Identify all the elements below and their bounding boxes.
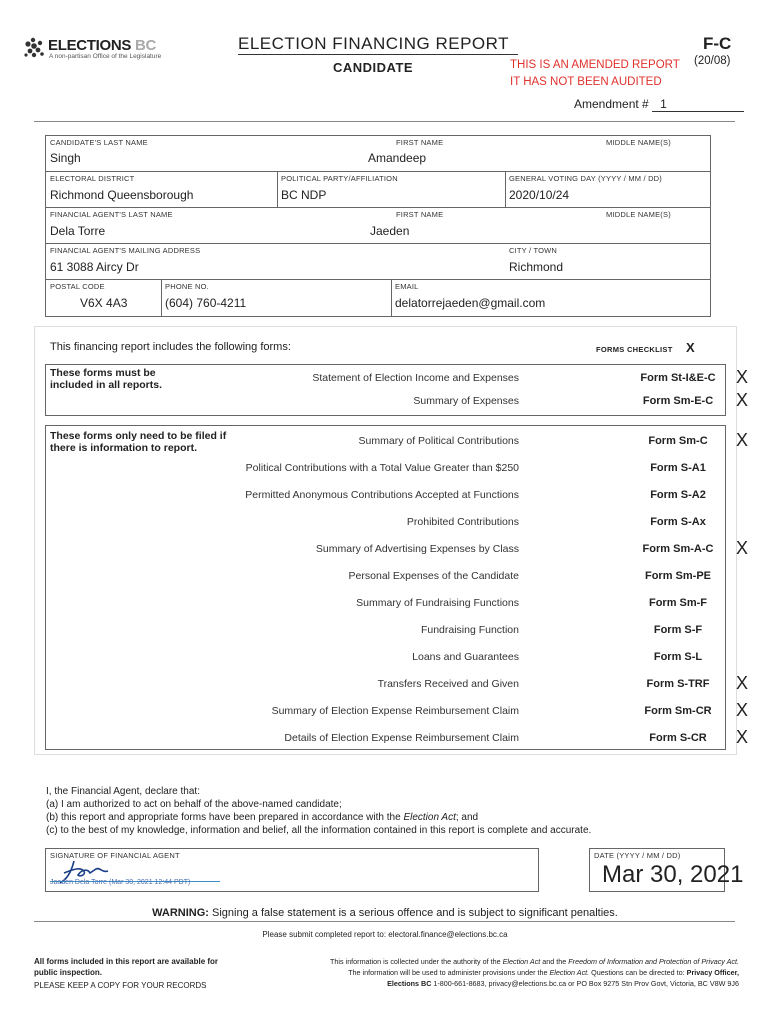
amendment-label: Amendment #	[574, 97, 649, 111]
postal-cell	[46, 280, 162, 316]
optional-group-label: These forms only need to be filed if there is information to report.	[50, 430, 227, 454]
district-label: ELECTORAL DISTRICT	[50, 174, 135, 183]
agent-first-name[interactable]: Jaeden	[370, 224, 410, 238]
form-description: Loans and Guarantees	[412, 651, 519, 663]
signature-signed-by: Jaeden Dela Torre (Mar 30, 2021 12:44 PDT)	[50, 879, 191, 886]
logo-name: ELECTIONS BC	[48, 37, 157, 54]
postal-label: POSTAL CODE	[50, 282, 105, 291]
voting-day-value[interactable]: 2020/10/24	[509, 188, 570, 202]
public-inspection-note: All forms included in this report are available for public inspection.	[34, 957, 219, 977]
forms-intro: This financing report includes the following forms:	[50, 341, 291, 353]
agent-name-row	[46, 208, 710, 244]
date-label: DATE (YYYY / MM / DD)	[594, 851, 681, 860]
declaration	[46, 785, 591, 837]
form-code: Form Sm-A-C	[642, 543, 714, 555]
amended-line-2: IT HAS NOT BEEN AUDITED	[510, 76, 662, 88]
form-description: Summary of Expenses	[413, 395, 519, 407]
candidate-last-name-label: CANDIDATE'S LAST NAME	[50, 138, 148, 147]
candidate-agent-grid	[45, 135, 711, 317]
form-code: Form Sm-C	[648, 435, 708, 447]
footer-left	[34, 956, 234, 991]
required-group-label: These forms must be included in all reports.	[50, 367, 163, 391]
agent-first-name-label: FIRST NAME	[396, 210, 444, 219]
agent-address-label: FINANCIAL AGENT'S MAILING ADDRESS	[50, 246, 201, 255]
form-description: Personal Expenses of the Candidate	[348, 570, 519, 582]
checklist-mark[interactable]: X	[736, 700, 749, 720]
checklist-mark[interactable]: X	[736, 367, 749, 387]
candidate-name-row	[46, 136, 710, 172]
declaration-intro: I, the Financial Agent, declare that:	[46, 786, 200, 797]
privacy-line-3: Elections BC 1-800-661-8683, privacy@elections.bc.ca or PO Box 9275 Stn Prov Govt, Victoria, BC V8W 9J6	[387, 979, 739, 988]
title-underline	[238, 54, 518, 55]
submit-instructions: Please submit completed report to: electoral.finance@elections.bc.ca	[262, 930, 508, 939]
amended-line-1: THIS IS AN AMENDED REPORT	[510, 59, 680, 71]
signature-label: SIGNATURE OF FINANCIAL AGENT	[50, 851, 180, 860]
district-value[interactable]: Richmond Queensborough	[50, 188, 194, 202]
candidate-middle-name-label: MIDDLE NAME(S)	[606, 138, 671, 147]
logo-mark-icon	[22, 36, 48, 62]
checklist-header-mark: X	[686, 340, 695, 355]
declaration-a: (a) I am authorized to act on behalf of the above-named candidate;	[46, 799, 342, 810]
form-description: Statement of Election Income and Expenses	[312, 372, 519, 384]
form-description: Summary of Fundraising Functions	[356, 597, 519, 609]
report-title: ELECTION FINANCING REPORT	[238, 34, 509, 53]
form-description: Prohibited Contributions	[406, 516, 519, 528]
form-description: Summary of Political Contributions	[358, 435, 519, 447]
email-label: EMAIL	[395, 282, 419, 291]
form-code: Form S-F	[653, 624, 703, 636]
voting-day-cell	[506, 172, 710, 208]
form-code: Form S-A1	[650, 462, 706, 474]
date-box[interactable]	[589, 848, 744, 892]
amendment-number[interactable]: 1	[652, 97, 744, 112]
form-description: Summary of Advertising Expenses by Class	[315, 543, 519, 555]
required-forms-box	[45, 364, 749, 416]
voting-day-label: GENERAL VOTING DAY (YYYY / MM / DD)	[509, 174, 662, 183]
header-divider	[34, 121, 735, 122]
party-label: POLITICAL PARTY/AFFILIATION	[281, 174, 398, 183]
form-description: Summary of Election Expense Reimbursement Claim	[271, 705, 519, 717]
form-description: Permitted Anonymous Contributions Accepted at Functions	[245, 489, 519, 501]
privacy-notice	[236, 956, 739, 989]
checklist-mark[interactable]: X	[736, 538, 749, 558]
form-code: Form S-L	[653, 651, 703, 663]
signature-box[interactable]	[45, 848, 539, 892]
party-cell	[278, 172, 506, 208]
candidate-first-name[interactable]: Amandeep	[368, 151, 427, 165]
date-value: Mar 30, 2021	[602, 861, 744, 888]
form-code: Form S-Ax	[650, 516, 706, 528]
form-code: Form S-CR	[649, 732, 707, 744]
form-code: Form St-I&E-C	[640, 372, 716, 384]
declaration-c: (c) to the best of my knowledge, information and belief, all the information contained in this report is complete and accurate.	[46, 825, 592, 836]
email-cell	[392, 280, 710, 316]
report-subtitle: CANDIDATE	[333, 60, 414, 75]
amendment-number-field	[574, 97, 744, 112]
district-cell	[46, 172, 278, 208]
privacy-line-1: This information is collected under the authority of the Election Act and the Freedom of Information and Protection of Privacy Act.	[330, 957, 739, 966]
postal-value[interactable]: V6X 4A3	[80, 296, 128, 310]
form-code: Form S-TRF	[646, 678, 710, 690]
form-code: Form Sm-PE	[644, 570, 711, 582]
form-code: Form Sm-E-C	[642, 395, 714, 407]
forms-checklist-label: FORMS CHECKLIST	[596, 345, 673, 354]
form-version: (20/08)	[694, 55, 731, 67]
amended-notice	[510, 57, 680, 91]
form-code: Form Sm-CR	[644, 705, 712, 717]
candidate-last-name[interactable]: Singh	[50, 151, 81, 165]
form-code: F-C	[703, 34, 732, 53]
warning-line	[0, 907, 770, 919]
form-description: Details of Election Expense Reimbursement Claim	[284, 732, 519, 744]
phone-value[interactable]: (604) 760-4211	[165, 296, 247, 310]
form-description: Political Contributions with a Total Value Greater than $250	[245, 462, 519, 474]
form-description: Fundraising Function	[420, 624, 519, 636]
agent-city[interactable]: Richmond	[509, 260, 564, 274]
checklist-mark[interactable]: X	[736, 673, 749, 693]
party-value[interactable]: BC NDP	[281, 188, 327, 202]
optional-forms-box	[45, 425, 749, 750]
form-code: Form S-A2	[650, 489, 706, 501]
checklist-mark[interactable]: X	[736, 727, 749, 747]
warning-label: WARNING:	[152, 907, 209, 919]
agent-middle-name-label: MIDDLE NAME(S)	[606, 210, 671, 219]
agent-address-row	[46, 244, 710, 280]
agent-last-name-label: FINANCIAL AGENT'S LAST NAME	[50, 210, 173, 219]
candidate-first-name-label: FIRST NAME	[396, 138, 444, 147]
checklist-mark[interactable]: X	[736, 430, 749, 450]
phone-label: PHONE NO.	[165, 282, 209, 291]
email-value[interactable]: delatorrejaeden@gmail.com	[395, 296, 546, 310]
phone-cell	[162, 280, 392, 316]
keep-copy-note: PLEASE KEEP A COPY FOR YOUR RECORDS	[34, 981, 207, 990]
agent-city-label: CITY / TOWN	[509, 246, 558, 255]
privacy-line-2: The information will be used to administer provisions under the Election Act. Questions can be directed to: Privacy Officer,	[348, 968, 739, 977]
form-code: Form Sm-F	[648, 597, 708, 609]
checklist-mark[interactable]: X	[736, 390, 749, 410]
agent-address[interactable]: 61 3088 Aircy Dr	[50, 260, 139, 274]
logo-tagline: A non-partisan Office of the Legislature	[49, 53, 162, 60]
agent-last-name[interactable]: Dela Torre	[50, 224, 106, 238]
footer-divider	[34, 921, 735, 922]
warning-text: Signing a false statement is a serious offence and is subject to significant penalties.	[212, 907, 618, 919]
form-description: Transfers Received and Given	[377, 678, 519, 690]
declaration-b: (b) this report and appropriate forms have been prepared in accordance with the Election Act; and	[46, 812, 479, 823]
